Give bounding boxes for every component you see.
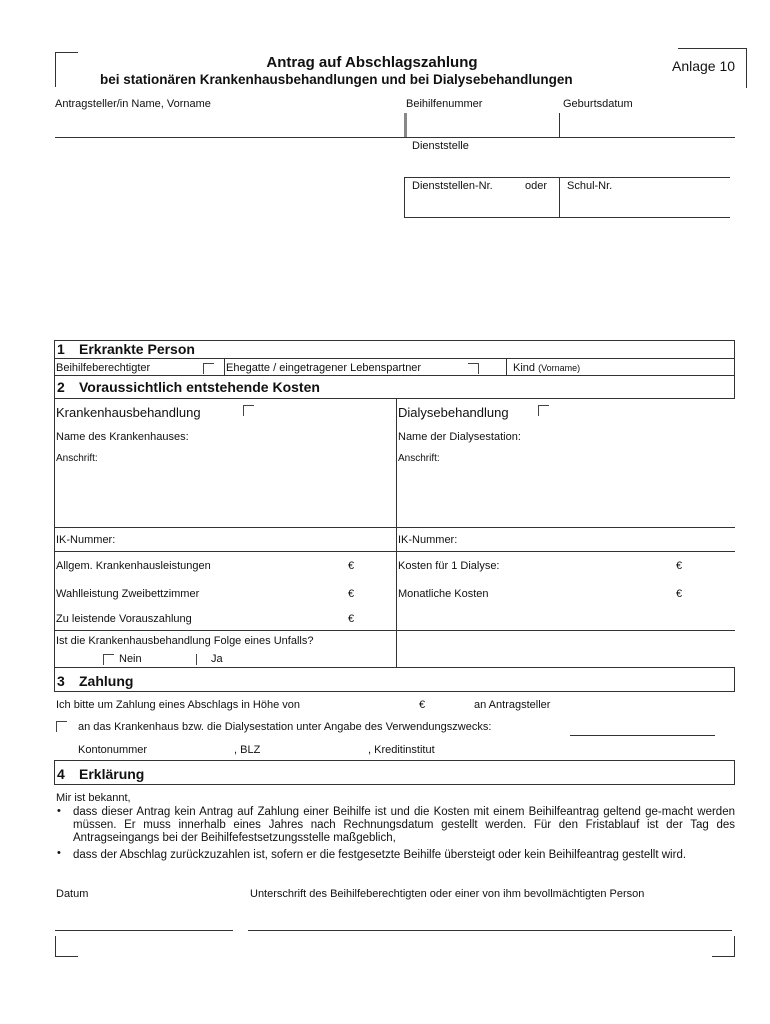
annex-label: Anlage 10 [672,58,736,74]
option-beneficiary-label: Beihilfeberechtigter [56,362,151,374]
divider [559,177,560,217]
corner-mark-bottom-right [712,936,735,957]
child-note: (Vorname) [538,363,581,373]
account-number-label: Kontonummer [78,744,148,756]
hospital-address-label: Anschrift: [56,453,98,464]
advance-line [54,630,735,631]
annex-bracket-top [678,48,746,49]
office-number-label: Dienststellen-Nr. [412,180,493,192]
spouse-checkbox[interactable] [468,363,479,374]
office-number-line[interactable] [404,217,730,218]
bank-label: , Kreditinstitut [368,744,435,756]
signature-label: Unterschrift des Beihilfeberechtigten oder einer von ihm bevollmächtigten Person [250,888,645,900]
child-label: Kind [513,362,536,374]
hospital-treatment-label: Krankenhausbehandlung [56,405,201,420]
accident-yes-label: Ja [211,653,223,665]
form-subtitle: bei stationären Krankenhausbehandlungen und bei Dialysebehandlungen [100,72,573,87]
ik-line [54,551,735,552]
general-services-label: Allgem. Krankenhausleistungen [56,560,211,572]
date-label: Datum [56,888,89,900]
divider [506,359,507,376]
section-4-number: 4 [57,766,65,782]
general-services-currency: € [348,560,355,572]
dialysis-address-label: Anschrift: [398,453,440,464]
signature-line[interactable] [248,930,732,931]
cost-per-dialysis-currency: € [676,560,683,572]
address-end-line [54,527,735,528]
office-line[interactable] [404,177,730,178]
section-2-header [54,376,735,399]
divider [224,359,225,376]
to-applicant-label: an Antragsteller [474,699,551,711]
purpose-line[interactable] [570,735,715,736]
date-line[interactable] [55,930,233,931]
annex-bracket-right [746,48,747,88]
payment-currency: € [419,699,426,711]
option-child-label [513,362,580,374]
declaration-bullet-2: dass der Abschlag zurückzuzahlen ist, sofern er die festgesetzte Beihilfe übersteigt oder kein Beihilfeantrag gestellt wird. [73,849,687,861]
section-2-number: 2 [57,379,65,395]
cost-per-dialysis-label: Kosten für 1 Dialyse: [398,560,500,572]
monthly-costs-currency: € [676,588,683,600]
declaration-intro: Mir ist bekannt, [56,792,131,804]
accident-yes-checkbox[interactable] [196,654,197,665]
hospital-ik-label: IK-Nummer: [56,534,116,546]
applicant-name-label: Antragsteller/in Name, Vorname [55,98,211,110]
section-3-number: 3 [57,673,65,689]
blz-label: , BLZ [234,744,261,756]
to-hospital-checkbox[interactable] [56,721,67,732]
form-title: Antrag auf Abschlagszahlung [266,54,478,71]
section-4-header [54,760,735,785]
dialysis-name-label: Name der Dialysestation: [398,431,521,443]
option-spouse-label: Ehegatte / eingetragener Lebenspartner [226,362,422,374]
corner-mark-bottom-left [55,936,78,957]
section-2-middle-border [396,399,397,667]
section-2-title: Voraussichtlich entstehende Kosten [79,379,320,395]
divider [404,113,407,137]
twin-room-currency: € [348,588,355,600]
hospital-treatment-checkbox[interactable] [243,405,254,416]
office-label: Dienststelle [412,140,469,152]
to-hospital-label: an das Krankenhaus bzw. die Dialysestation unter Angabe des Verwendungszwecks: [78,721,492,733]
dialysis-ik-label: IK-Nummer: [398,534,458,546]
section-1-title: Erkrankte Person [79,341,195,357]
declaration-bullet-1: dass dieser Antrag kein Antrag auf Zahlung einer Beihilfe ist und die Kosten mit einem Beihilfeantrag geltend ge-macht werden müssen. Er muss innerhalb eines Jahres nach Rechnungsdatum gestellt werden. Für den Fristablauf ist der Tag des Antragseingangs bei der Beihilfefestsetzungsstelle maßgeblich, [73,806,735,844]
payment-request-text: Ich bitte um Zahlung eines Abschlags in Höhe von [56,699,300,711]
applicant-line[interactable] [55,137,735,138]
aid-number-label: Beihilfenummer [406,98,483,110]
school-number-label: Schul-Nr. [567,180,613,192]
section-1-number: 1 [57,341,65,357]
section-4-title: Erklärung [79,766,145,782]
accident-question: Ist die Krankenhausbehandlung Folge eines Unfalls? [56,635,314,647]
section-1-header [54,340,735,359]
divider [404,177,405,217]
bullet-dot: • [57,847,61,859]
dialysis-treatment-label: Dialysebehandlung [398,405,509,420]
birthdate-label: Geburtsdatum [563,98,633,110]
hospital-name-label: Name des Krankenhauses: [56,431,189,443]
divider [559,113,560,137]
monthly-costs-label: Monatliche Kosten [398,588,489,600]
or-label: oder [525,180,548,192]
accident-no-checkbox[interactable] [103,654,114,665]
advance-payment-currency: € [348,613,355,625]
section-2-left-border [54,399,55,667]
advance-payment-label: Zu leistende Vorauszahlung [56,613,192,625]
section-3-header [54,667,735,692]
beneficiary-checkbox[interactable] [203,363,214,374]
bullet-dot: • [57,805,61,817]
section-3-title: Zahlung [79,673,134,689]
accident-no-label: Nein [119,653,142,665]
twin-room-label: Wahlleistung Zweibettzimmer [56,588,200,600]
dialysis-treatment-checkbox[interactable] [538,405,549,416]
